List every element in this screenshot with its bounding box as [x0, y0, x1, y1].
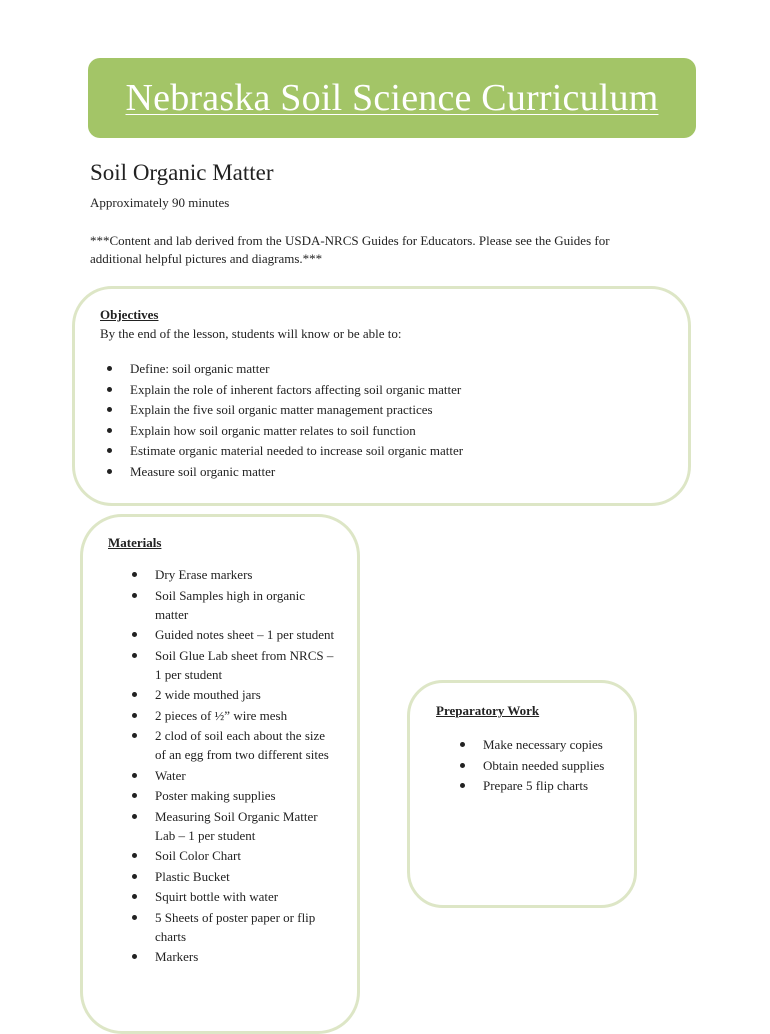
lesson-duration: Approximately 90 minutes	[90, 195, 230, 210]
material-item: Guided notes sheet – 1 per student	[125, 625, 335, 644]
materials-heading: Materials	[108, 535, 162, 550]
curriculum-banner	[88, 58, 696, 138]
material-item: Poster making supplies	[125, 786, 335, 805]
material-item: Water	[125, 766, 335, 785]
material-item: Measuring Soil Organic Matter Lab – 1 per student	[125, 807, 335, 845]
objective-item: Explain the role of inherent factors affecting soil organic matter	[100, 380, 660, 401]
curriculum-title: Nebraska Soil Science Curriculum	[125, 77, 659, 119]
material-item: Soil Samples high in organic matter	[125, 586, 335, 624]
source-note: ***Content and lab derived from the USDA-NRCS Guides for Educators. Please see the Guides for additional helpful pictures and diagrams.***	[90, 233, 610, 266]
preparatory-item: Obtain needed supplies	[453, 756, 623, 777]
preparatory-list	[453, 735, 623, 797]
preparatory-heading: Preparatory Work	[436, 703, 540, 718]
material-item: Dry Erase markers	[125, 565, 335, 584]
material-item: Plastic Bucket	[125, 867, 335, 886]
objectives-list	[100, 359, 660, 482]
material-item: Squirt bottle with water	[125, 887, 335, 906]
material-item: Soil Glue Lab sheet from NRCS – 1 per student	[125, 646, 335, 684]
material-item: Soil Color Chart	[125, 846, 335, 865]
objectives-heading: Objectives	[100, 307, 159, 322]
objective-item: Define: soil organic matter	[100, 359, 660, 380]
material-item: 2 clod of soil each about the size of an egg from two different sites	[125, 726, 335, 764]
objectives-intro: By the end of the lesson, students will know or be able to:	[100, 326, 402, 341]
material-item: 2 wide mouthed jars	[125, 685, 335, 704]
material-item: 2 pieces of ½” wire mesh	[125, 706, 335, 725]
objective-item: Explain how soil organic matter relates to soil function	[100, 421, 660, 442]
material-item: 5 Sheets of poster paper or flip charts	[125, 908, 335, 946]
materials-box	[80, 514, 360, 1034]
objective-item: Measure soil organic matter	[100, 462, 660, 483]
preparatory-item: Make necessary copies	[453, 735, 623, 756]
materials-list	[125, 565, 335, 968]
objective-item: Estimate organic material needed to increase soil organic matter	[100, 441, 660, 462]
material-item: Markers	[125, 947, 335, 966]
objectives-box	[72, 286, 691, 506]
lesson-title: Soil Organic Matter	[90, 160, 274, 185]
preparatory-item: Prepare 5 flip charts	[453, 776, 623, 797]
preparatory-box	[407, 680, 637, 908]
objective-item: Explain the five soil organic matter management practices	[100, 400, 660, 421]
